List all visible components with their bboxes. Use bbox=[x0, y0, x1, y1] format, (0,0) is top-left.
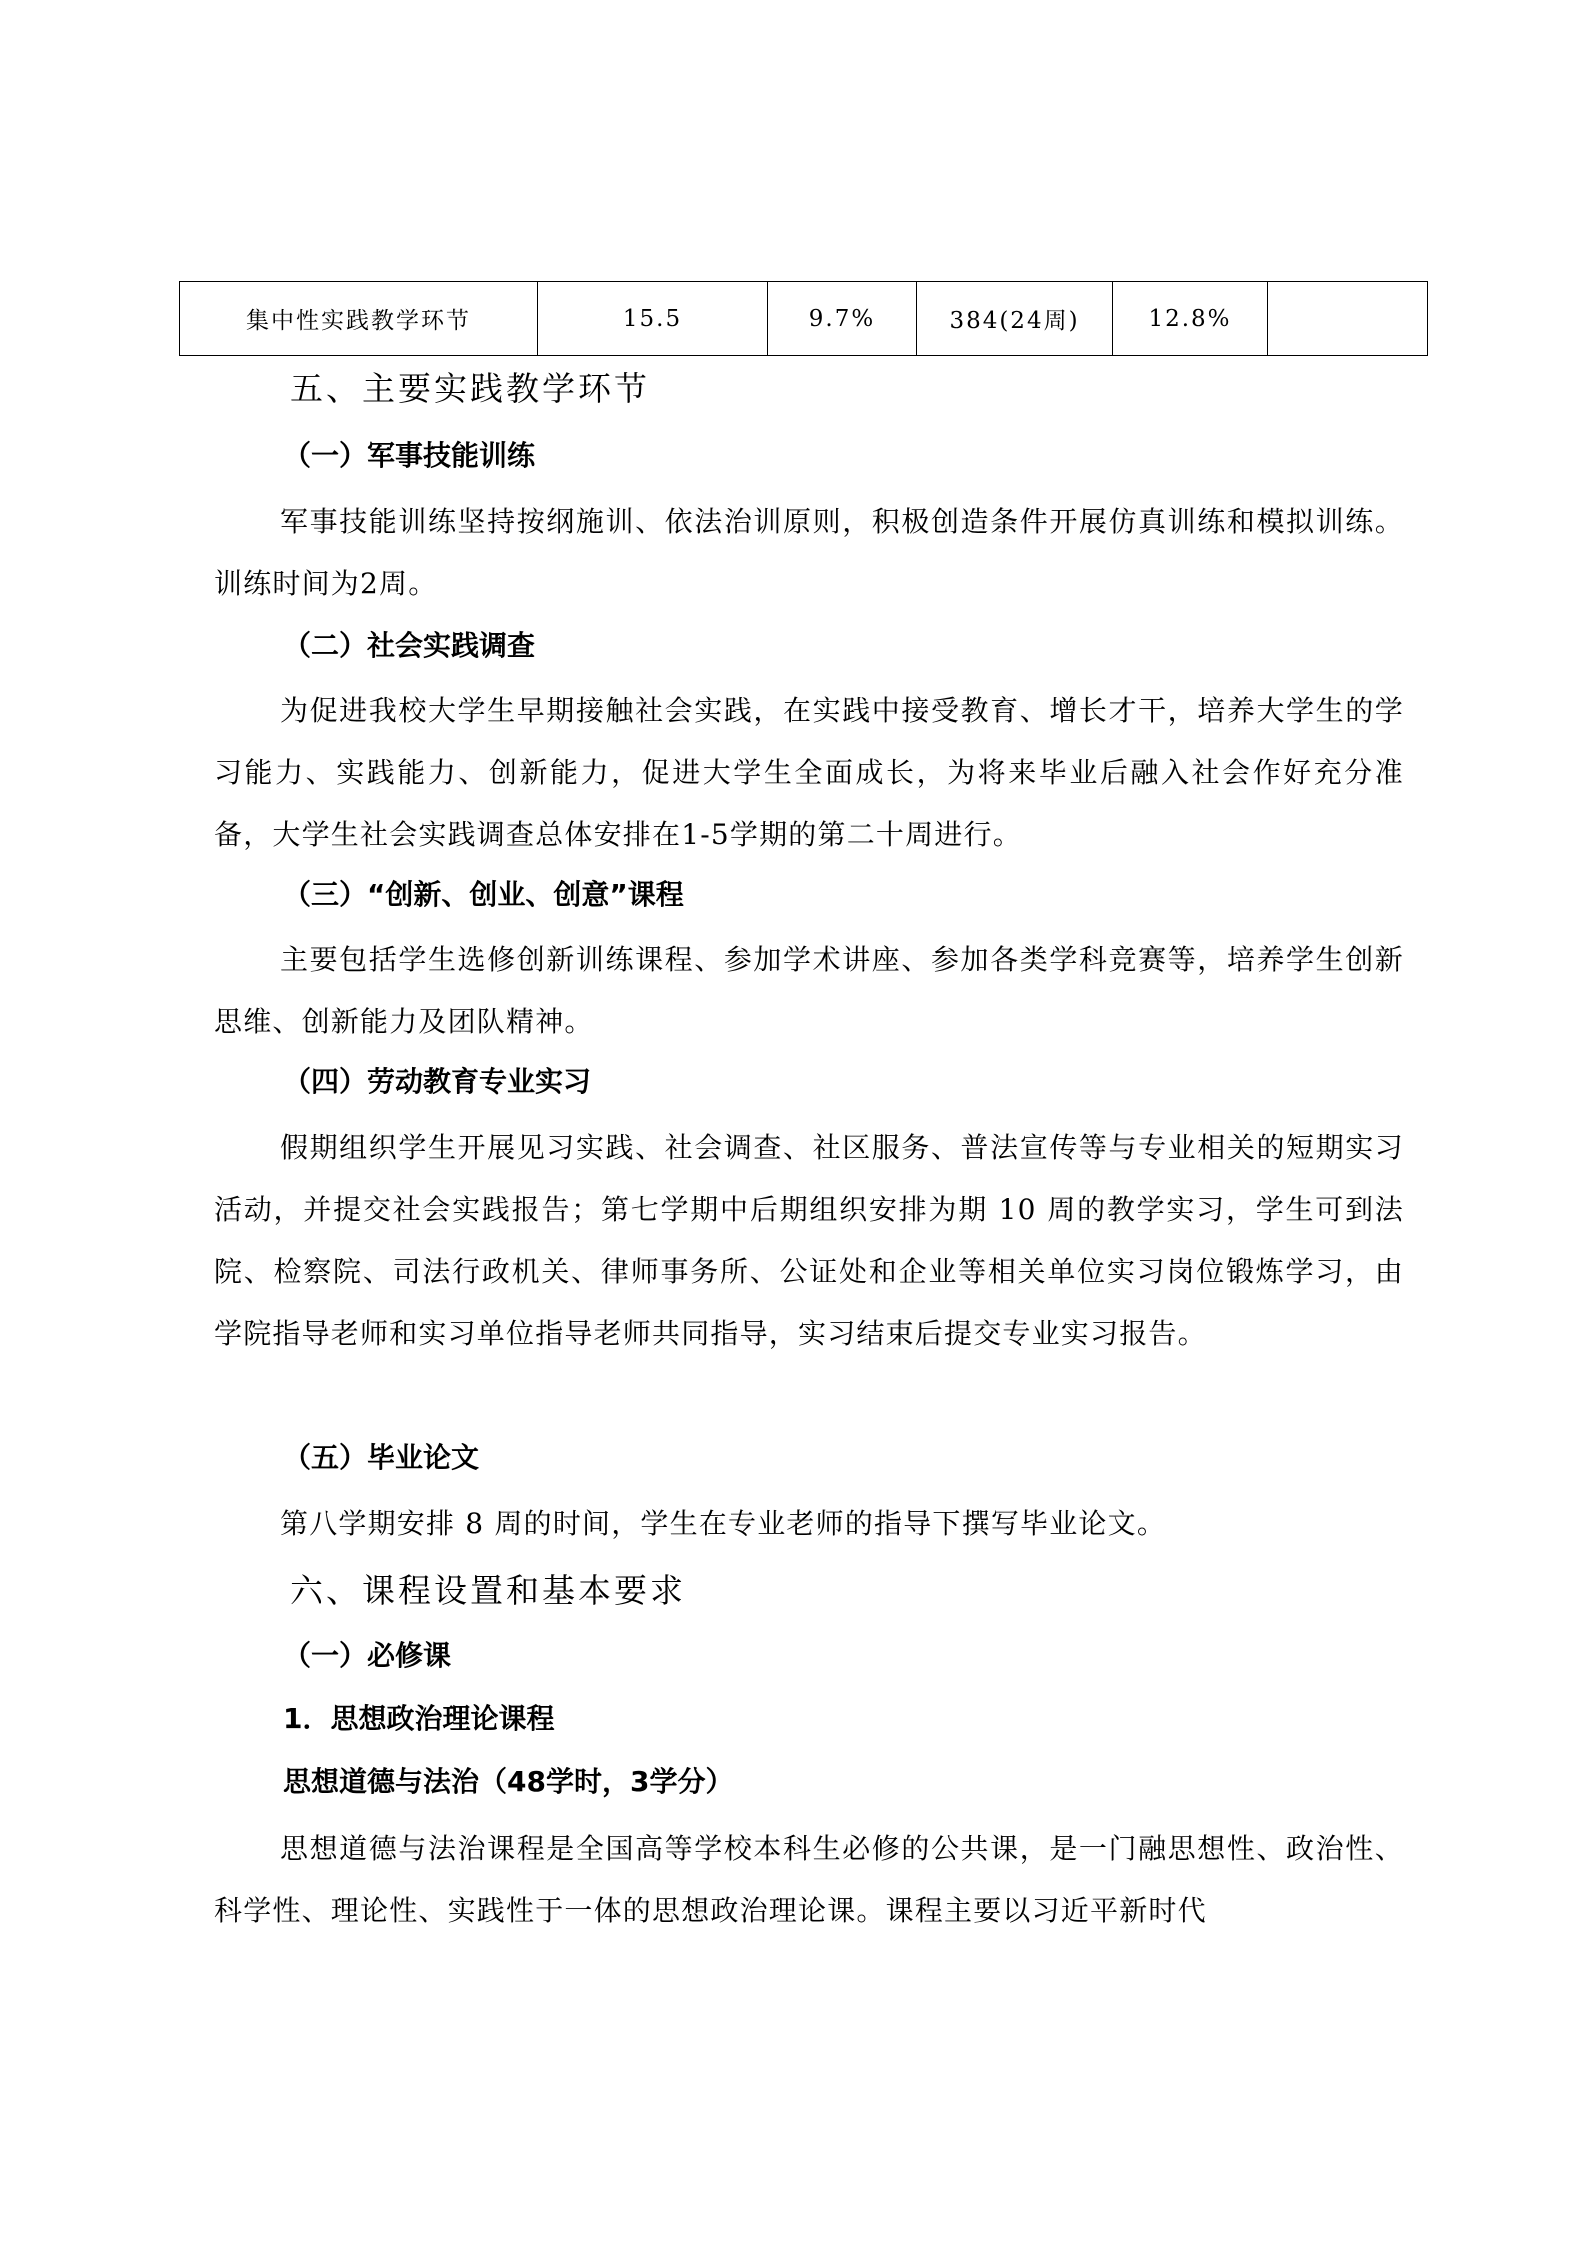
sub-heading: （五）毕业论文 bbox=[283, 1441, 480, 1474]
paragraph: 思想道德与法治课程是全国高等学校本科生必修的公共课，是一门融思想性、政治性、科学性、理论性、实践性于一体的思想政治理论课。课程主要以习近平新时代 bbox=[214, 1832, 1404, 1927]
course-title: 思想道德与法治（48学时，3学分） bbox=[283, 1765, 734, 1798]
paragraph: 主要包括学生选修创新训练课程、参加学术讲座、参加各类学科竞赛等，培养学生创新思维、创新能力及团队精神。 bbox=[214, 943, 1404, 1038]
paragraph: 第八学期安排 8 周的时间，学生在专业老师的指导下撰写毕业论文。 bbox=[280, 1507, 1167, 1540]
sub-heading: （一）必修课 bbox=[283, 1639, 452, 1672]
paragraph: 假期组织学生开展见习实践、社会调查、社区服务、普法宣传等与专业相关的短期实习活动，并提交社会实践报告；第七学期中后期组织安排为期 10 周的教学实习，学生可到法院、检察院、司法行政机关、律师事务所、公证处和企业等相关单位实习岗位锻炼学习，由学院指导老师和实习单位指导老师共同指导，实习结束后提交专业实习报告。 bbox=[214, 1131, 1404, 1350]
sub-heading: 1．思想政治理论课程 bbox=[283, 1702, 555, 1735]
table-cell-credits: 15.5 bbox=[538, 282, 768, 356]
table-cell-hours-percent: 12.8% bbox=[1113, 282, 1268, 356]
sub-heading: （三）“创新、创业、创意”课程 bbox=[283, 878, 684, 911]
table-cell-empty bbox=[1268, 282, 1428, 356]
sub-heading: （一）军事技能训练 bbox=[283, 439, 536, 472]
section-heading: 五、主要实践教学环节 bbox=[290, 369, 650, 408]
table-row bbox=[180, 282, 1428, 356]
section-heading: 六、课程设置和基本要求 bbox=[290, 1571, 686, 1610]
paragraph: 为促进我校大学生早期接触社会实践，在实践中接受教育、增长才干，培养大学生的学习能力、实践能力、创新能力，促进大学生全面成长，为将来毕业后融入社会作好充分准备，大学生社会实践调查总体安排在1-5学期的第二十周进行。 bbox=[214, 694, 1404, 851]
table-cell-credit-percent: 9.7% bbox=[768, 282, 917, 356]
summary-table bbox=[179, 281, 1428, 356]
table-cell-hours: 384(24周) bbox=[917, 282, 1113, 356]
table-cell-category: 集中性实践教学环节 bbox=[180, 282, 538, 356]
sub-heading: （四）劳动教育专业实习 bbox=[283, 1065, 592, 1098]
sub-heading: （二）社会实践调查 bbox=[283, 629, 536, 662]
paragraph: 军事技能训练坚持按纲施训、依法治训原则，积极创造条件开展仿真训练和模拟训练。训练时间为2周。 bbox=[214, 505, 1404, 600]
